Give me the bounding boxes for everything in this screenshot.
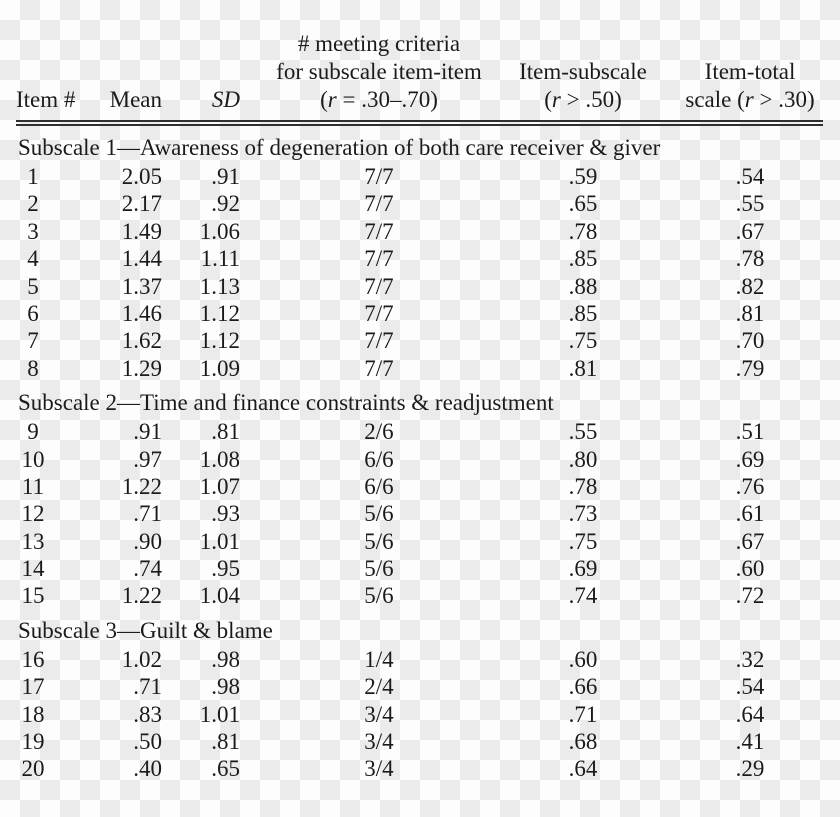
table-row — [0, 355, 840, 382]
cell-criteria-count: 6/6 — [364, 473, 394, 499]
table-row — [0, 446, 840, 473]
table-row — [0, 218, 840, 245]
cell-item-total-r: .54 — [735, 164, 765, 189]
cell-item-subscale-r: .65 — [568, 191, 598, 217]
table-section — [0, 616, 840, 783]
subscale-section-title: Subscale 1—Awareness of degeneration of both care receiver & giver — [18, 135, 661, 160]
cell-item-number: 1 — [27, 164, 39, 189]
cell-sd: 1.07 — [199, 473, 240, 499]
header-line — [518, 86, 648, 114]
cell-item-subscale-r: .59 — [568, 164, 598, 189]
table-row — [0, 701, 840, 728]
cell-sd: 1.12 — [199, 328, 240, 354]
cell-criteria-count: 7/7 — [364, 218, 394, 244]
cell-item-total-r: .76 — [735, 473, 765, 499]
cell-mean: 1.44 — [121, 246, 162, 272]
cell-item-number: 12 — [21, 501, 45, 527]
cell-sd: .91 — [211, 164, 240, 189]
table-header — [0, 0, 840, 114]
table-row — [0, 163, 840, 190]
cell-criteria-count: 5/6 — [364, 528, 394, 554]
text-segment: = .30–.70) — [336, 87, 438, 112]
cell-item-subscale-r: .88 — [568, 273, 598, 299]
header-line: for subscale item-item — [276, 59, 482, 84]
cell-item-total-r: .61 — [735, 501, 765, 527]
cell-mean: 1.02 — [121, 646, 162, 672]
cell-item-total-r: .29 — [735, 756, 765, 782]
cell-item-number: 3 — [27, 218, 39, 244]
cell-criteria-count: 7/7 — [364, 300, 394, 326]
cell-criteria-count: 5/6 — [364, 501, 394, 527]
cell-item-number: 18 — [21, 701, 45, 727]
table-row — [0, 273, 840, 300]
table-row — [0, 555, 840, 582]
table-row — [0, 673, 840, 700]
cell-criteria-count: 7/7 — [364, 191, 394, 217]
cell-item-subscale-r: .78 — [568, 218, 598, 244]
cell-mean: .90 — [133, 528, 162, 554]
cell-sd: 1.09 — [199, 355, 240, 381]
cell-item-subscale-r: .73 — [568, 501, 598, 527]
italic-r: r — [551, 87, 561, 112]
text-segment: > .50) — [560, 87, 622, 112]
cell-item-subscale-r: .66 — [568, 674, 598, 700]
table-row — [0, 327, 840, 354]
cell-item-number: 9 — [27, 419, 39, 445]
cell-item-total-r: .51 — [735, 419, 765, 445]
table-row — [0, 500, 840, 527]
cell-item-total-r: .32 — [735, 646, 765, 672]
cell-item-subscale-r: .60 — [568, 646, 598, 672]
cell-sd: 1.04 — [199, 583, 240, 609]
text-segment: ( — [320, 87, 328, 112]
cell-item-total-r: .79 — [735, 355, 765, 381]
cell-item-subscale-r: .64 — [568, 756, 598, 782]
table-section — [0, 388, 840, 610]
column-header-criteria — [240, 30, 518, 114]
cell-mean: .83 — [133, 701, 162, 727]
cell-sd: .81 — [211, 419, 240, 445]
cell-item-number: 19 — [21, 729, 45, 755]
italic-r: r — [744, 87, 754, 112]
cell-sd: 1.08 — [199, 446, 240, 472]
cell-item-total-r: .67 — [735, 218, 765, 244]
header-line: # meeting criteria — [297, 31, 461, 56]
cell-criteria-count: 7/7 — [364, 246, 394, 272]
cell-item-number: 17 — [21, 674, 45, 700]
cell-mean: .97 — [133, 446, 162, 472]
cell-criteria-count: 2/4 — [364, 674, 394, 700]
cell-item-total-r: .64 — [735, 701, 765, 727]
cell-mean: .71 — [133, 674, 162, 700]
cell-sd: .65 — [211, 756, 240, 782]
cell-sd: 1.11 — [200, 246, 240, 272]
table-row — [0, 582, 840, 609]
header-line: Item-total — [704, 59, 796, 84]
cell-mean: 1.22 — [121, 473, 162, 499]
subscale-section-title: Subscale 2—Time and finance constraints & readjustment — [18, 390, 554, 416]
cell-mean: 1.29 — [121, 355, 162, 381]
table-row — [0, 245, 840, 272]
cell-sd: 1.01 — [199, 528, 240, 554]
text-segment: ( — [544, 87, 552, 112]
cell-criteria-count: 5/6 — [364, 583, 394, 609]
column-header-sd: SD — [211, 87, 240, 112]
cell-criteria-count: 3/4 — [364, 756, 394, 782]
cell-item-total-r: .60 — [735, 556, 765, 582]
table-row — [0, 473, 840, 500]
cell-item-total-r: .72 — [735, 583, 765, 609]
cell-item-subscale-r: .80 — [568, 446, 598, 472]
table-row — [0, 300, 840, 327]
cell-item-subscale-r: .68 — [568, 729, 598, 755]
cell-item-total-r: .54 — [735, 674, 765, 700]
table-body — [0, 133, 840, 783]
cell-item-subscale-r: .81 — [568, 355, 598, 381]
cell-item-number: 8 — [27, 355, 39, 381]
cell-criteria-count: 7/7 — [364, 164, 394, 189]
cell-mean: 1.46 — [121, 300, 162, 326]
cell-item-subscale-r: .75 — [568, 528, 598, 554]
cell-sd: 1.13 — [199, 273, 240, 299]
header-double-rule — [16, 120, 823, 126]
cell-item-number: 13 — [21, 528, 45, 554]
cell-item-total-r: .81 — [735, 300, 765, 326]
cell-mean: 2.05 — [121, 164, 162, 189]
column-header-item-subscale — [518, 58, 648, 114]
cell-criteria-count: 3/4 — [364, 729, 394, 755]
cell-mean: 1.37 — [121, 273, 162, 299]
cell-sd: .81 — [211, 729, 240, 755]
cell-item-total-r: .55 — [735, 191, 765, 217]
cell-item-number: 20 — [21, 756, 45, 782]
cell-sd: 1.01 — [199, 701, 240, 727]
cell-item-number: 4 — [27, 246, 39, 272]
cell-item-number: 14 — [21, 556, 45, 582]
cell-mean: .91 — [133, 419, 162, 445]
text-segment: > .30) — [753, 87, 815, 112]
cell-mean: 1.49 — [121, 218, 162, 244]
cell-item-subscale-r: .74 — [568, 583, 598, 609]
column-header-item-number: Item # — [16, 87, 76, 112]
table-row — [0, 728, 840, 755]
header-line: Item-subscale — [519, 59, 647, 84]
cell-item-subscale-r: .55 — [568, 419, 598, 445]
cell-item-total-r: .82 — [735, 273, 765, 299]
italic-r: r — [327, 87, 337, 112]
cell-criteria-count: 3/4 — [364, 701, 394, 727]
cell-item-subscale-r: .78 — [568, 473, 598, 499]
text-segment: scale ( — [685, 87, 745, 112]
cell-sd: 1.12 — [199, 300, 240, 326]
cell-sd: .93 — [211, 501, 240, 527]
cell-item-total-r: .69 — [735, 446, 765, 472]
cell-mean: 2.17 — [121, 191, 162, 217]
cell-mean: .40 — [133, 756, 162, 782]
cell-sd: .98 — [211, 674, 240, 700]
cell-sd: .95 — [211, 556, 240, 582]
column-header-mean: Mean — [109, 87, 162, 112]
cell-mean: .71 — [133, 501, 162, 527]
table-row — [0, 646, 840, 673]
cell-sd: .98 — [211, 646, 240, 672]
cell-mean: .50 — [133, 729, 162, 755]
cell-item-number: 16 — [21, 646, 45, 672]
cell-mean: 1.62 — [121, 328, 162, 354]
cell-criteria-count: 7/7 — [364, 355, 394, 381]
cell-criteria-count: 1/4 — [364, 646, 394, 672]
table-row — [0, 755, 840, 782]
cell-item-subscale-r: .69 — [568, 556, 598, 582]
cell-mean: .74 — [133, 556, 162, 582]
header-line — [660, 86, 840, 114]
cell-item-subscale-r: .75 — [568, 328, 598, 354]
cell-criteria-count: 5/6 — [364, 556, 394, 582]
cell-item-subscale-r: .85 — [568, 246, 598, 272]
cell-item-number: 6 — [27, 300, 39, 326]
cell-mean: 1.22 — [121, 583, 162, 609]
cell-criteria-count: 7/7 — [364, 328, 394, 354]
cell-item-number: 2 — [27, 191, 39, 217]
cell-item-number: 15 — [21, 583, 45, 609]
cell-item-total-r: .70 — [735, 328, 765, 354]
cell-sd: 1.06 — [199, 218, 240, 244]
column-header-item-total — [648, 58, 840, 114]
cell-item-number: 11 — [21, 473, 45, 499]
cell-sd: .92 — [211, 191, 240, 217]
table-row — [0, 190, 840, 217]
cell-item-number: 5 — [27, 273, 39, 299]
cell-item-subscale-r: .71 — [568, 701, 598, 727]
table-row — [0, 528, 840, 555]
cell-item-subscale-r: .85 — [568, 300, 598, 326]
cell-item-total-r: .41 — [735, 729, 765, 755]
cell-item-total-r: .78 — [735, 246, 765, 272]
cell-criteria-count: 2/6 — [364, 419, 394, 445]
cell-item-number: 7 — [27, 328, 39, 354]
cell-criteria-count: 7/7 — [364, 273, 394, 299]
cell-criteria-count: 6/6 — [364, 446, 394, 472]
table-row — [0, 418, 840, 445]
subscale-section-title: Subscale 3—Guilt & blame — [18, 617, 273, 643]
cell-item-total-r: .67 — [735, 528, 765, 554]
table-section — [0, 133, 840, 382]
cell-item-number: 10 — [21, 446, 45, 472]
header-line — [240, 86, 518, 114]
